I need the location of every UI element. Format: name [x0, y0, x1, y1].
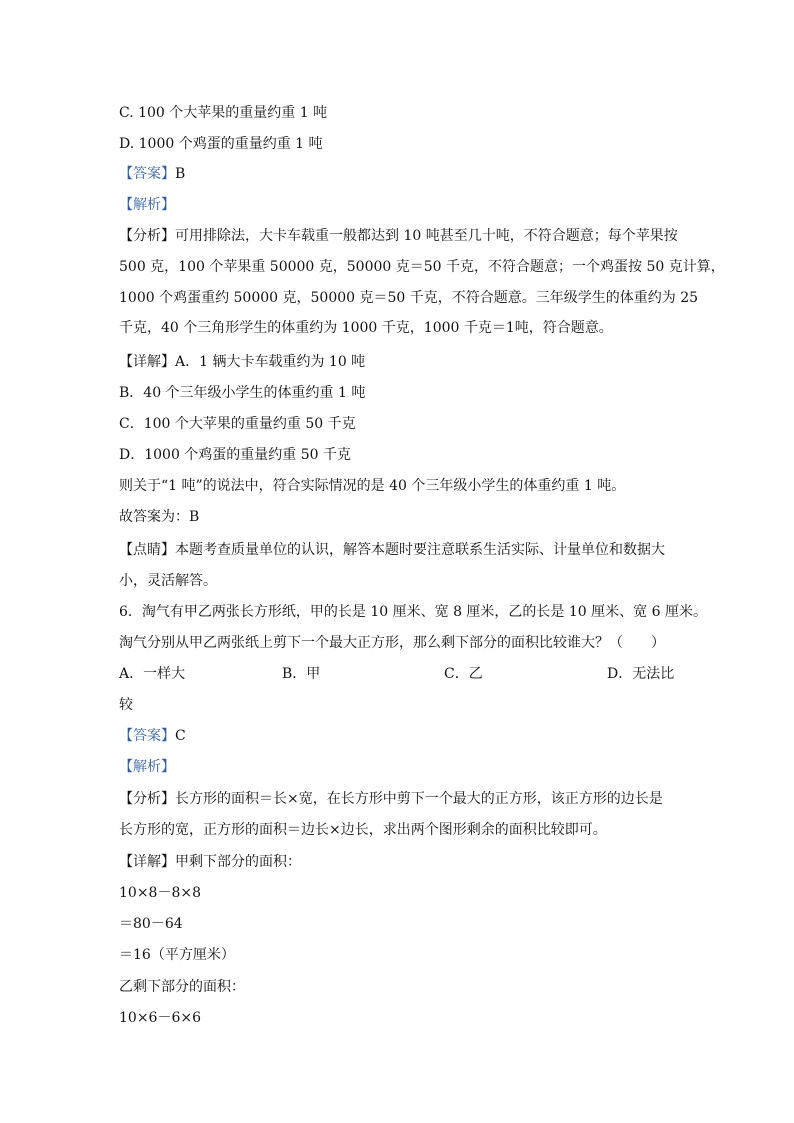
answer-value: B — [175, 166, 186, 182]
analysis-line — [119, 789, 663, 809]
detail-line — [119, 852, 301, 872]
calc-line: 10×6－6×6 — [119, 1010, 201, 1026]
answer-tag: 【答案】 — [119, 166, 175, 182]
analysis-line — [119, 226, 678, 246]
option-b: B．甲 — [282, 666, 321, 682]
detail-line: B．40 个三年级小学生的体重约重 1 吨 — [119, 385, 366, 401]
answer-line — [119, 164, 185, 184]
option-c: C．乙 — [444, 666, 483, 682]
option-a: A．一样大 — [119, 666, 186, 682]
analysis-tag: 【分析】 — [119, 791, 175, 807]
question-stem: 淘气分别从甲乙两张纸上剪下一个最大正方形，那么剩下部分的面积比较谁大？（ ） — [119, 635, 665, 651]
answer-tag: 【答案】 — [119, 728, 175, 744]
analysis-text: 可用排除法，大卡车载重一般都达到 10 吨甚至几十吨，不符合题意；每个苹果按 — [175, 228, 678, 244]
question-stem: 6．淘气有甲乙两张长方形纸，甲的长是 10 厘米、宽 8 厘米，乙的长是 10 厘米、宽 6 厘米。 — [119, 604, 707, 620]
answer-value: C — [175, 728, 186, 744]
analysis-tag: 【分析】 — [119, 228, 175, 244]
detail-text: 甲剩下部分的面积： — [175, 854, 301, 870]
detail-line — [119, 352, 365, 372]
analysis-line: 千克，40 个三角形学生的体重约为 1000 千克，1000 千克＝1吨，符合题意。 — [119, 320, 613, 336]
options-row — [119, 664, 679, 684]
option-d: D．无法比 — [607, 666, 675, 682]
detail-text: A．1 辆大卡车载重约为 10 吨 — [175, 354, 366, 370]
detail-line: C．100 个大苹果的重量约重 50 千克 — [119, 416, 356, 432]
analysis-heading: 【解析】 — [119, 197, 175, 213]
analysis-heading: 【解析】 — [119, 759, 175, 775]
option-wrap: 较 — [119, 697, 133, 713]
comment-line — [119, 540, 665, 560]
detail-tag: 【详解】 — [119, 354, 175, 370]
final-answer-line: 故答案为：B — [119, 509, 200, 525]
comment-line: 小，灵活解答。 — [119, 573, 217, 589]
detail-tag: 【详解】 — [119, 854, 175, 870]
calc-line: ＝16（平方厘米） — [119, 947, 235, 963]
calc-line: 乙剩下部分的面积： — [119, 979, 245, 995]
option-d-line: D. 1000 个鸡蛋的重量约重 1 吨 — [119, 136, 323, 152]
detail-line: D．1000 个鸡蛋的重量约重 50 千克 — [119, 447, 352, 463]
option-c-line: C. 100 个大苹果的重量约重 1 吨 — [119, 105, 328, 121]
answer-line — [119, 726, 186, 746]
calc-line: 10×8－8×8 — [119, 885, 201, 901]
conclusion-line: 则关于“1 吨”的说法中，符合实际情况的是 40 个三年级小学生的体重约重 1 吨。 — [119, 478, 626, 494]
analysis-line: 长方形的宽，正方形的面积＝边长×边长，求出两个图形剩余的面积比较即可。 — [119, 822, 607, 838]
calc-line: ＝80－64 — [119, 916, 183, 932]
analysis-line: 500 克，100 个苹果重 50000 克，50000 克＝50 千克，不符合题意；一个鸡蛋按 50 克计算， — [119, 259, 725, 275]
comment-tag: 【点睛】 — [119, 542, 175, 558]
comment-text: 本题考查质量单位的认识，解答本题时要注意联系生活实际、计量单位和数据大 — [175, 542, 665, 558]
analysis-text: 长方形的面积＝长×宽，在长方形中剪下一个最大的正方形，该正方形的边长是 — [175, 791, 663, 807]
analysis-line: 1000 个鸡蛋重约 50000 克，50000 克＝50 千克，不符合题意。三年级学生的体重约为 25 — [119, 290, 699, 306]
